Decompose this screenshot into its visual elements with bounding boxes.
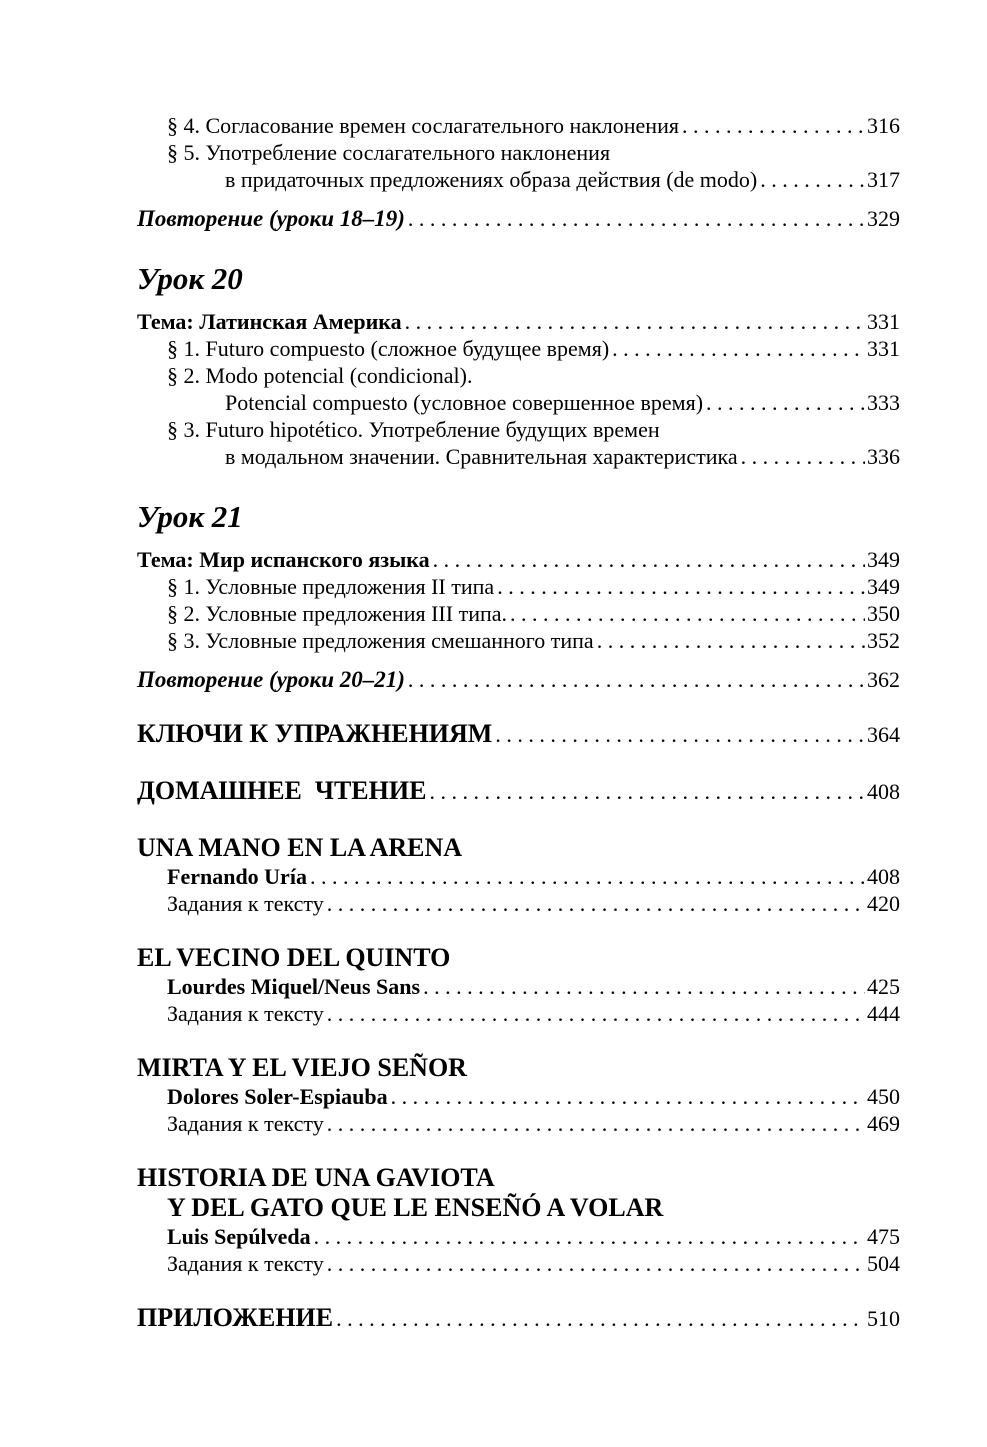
toc-entry xyxy=(137,205,900,232)
toc-entry-label: § 3. Условные предложения смешанного типа xyxy=(167,628,594,653)
dot-leader xyxy=(391,1083,865,1110)
toc-entry-page-number: 362 xyxy=(867,667,900,692)
toc-entry-page-number: 425 xyxy=(867,974,900,999)
toc-entry-label: HISTORIA DE UNA GAVIOTA xyxy=(137,1163,495,1192)
dot-leader xyxy=(706,389,865,416)
toc-entry-page-number: 444 xyxy=(867,1001,900,1026)
toc-entry-label: Задания к тексту xyxy=(167,1251,324,1276)
toc-entry xyxy=(137,600,900,627)
toc-entry xyxy=(137,1163,900,1193)
toc-entry-page-number: 450 xyxy=(867,1084,900,1109)
toc-entry-label: § 2. Условные предложения III типа. xyxy=(167,601,508,626)
toc-entry-label: Тема: Латинская Америка xyxy=(137,309,402,334)
dot-leader xyxy=(314,1223,865,1250)
toc-entry-label: § 5. Употребление сослагательного наклонения xyxy=(167,140,611,165)
toc-entry-page-number: 408 xyxy=(867,864,900,889)
table-of-contents xyxy=(137,112,900,1334)
dot-leader xyxy=(597,627,865,654)
toc-entry-page-number: 316 xyxy=(867,113,900,138)
toc-entry-label: Potencial compuesto (условное совершенное время) xyxy=(225,390,704,415)
toc-entry xyxy=(137,1083,900,1110)
toc-entry-label: Fernando Uría xyxy=(167,864,307,889)
toc-entry xyxy=(137,719,900,750)
toc-entry xyxy=(137,1303,900,1334)
dot-leader xyxy=(310,863,865,890)
toc-entry-page-number: 349 xyxy=(867,547,900,572)
toc-entry-page-number: 408 xyxy=(867,779,900,804)
toc-entry xyxy=(137,890,900,917)
toc-entry-page-number: 336 xyxy=(867,444,900,469)
dot-leader xyxy=(327,890,865,917)
toc-entry-label: в модальном значении. Сравнительная характеристика xyxy=(225,444,738,469)
toc-entry-page-number: 333 xyxy=(867,390,900,415)
dot-leader xyxy=(429,777,865,807)
toc-entry xyxy=(137,500,900,534)
toc-entry-page-number: 331 xyxy=(867,309,900,334)
toc-entry-label: UNA MANO EN LA ARENA xyxy=(137,833,463,862)
toc-entry xyxy=(137,943,900,973)
toc-entry-label: ПРИЛОЖЕНИЕ xyxy=(137,1303,334,1332)
toc-entry-label: Урок 20 xyxy=(137,261,243,296)
toc-entry-label: Повторение (уроки 20–21) xyxy=(137,667,405,692)
toc-entry-page-number: 504 xyxy=(867,1251,900,1276)
toc-entry-label: Урок 21 xyxy=(137,499,243,534)
toc-entry xyxy=(137,166,900,193)
toc-entry xyxy=(137,833,900,863)
toc-entry xyxy=(137,1053,900,1083)
dot-leader xyxy=(510,600,865,627)
toc-entry xyxy=(137,335,900,362)
toc-entry-page-number: 510 xyxy=(867,1306,900,1331)
toc-entry xyxy=(137,546,900,573)
toc-entry xyxy=(137,1000,900,1027)
dot-leader xyxy=(612,335,865,362)
toc-entry-label: Lourdes Miquel/Neus Sans xyxy=(167,974,421,999)
dot-leader xyxy=(408,205,865,232)
toc-entry-label: MIRTA Y EL VIEJO SEÑOR xyxy=(137,1053,467,1082)
toc-entry xyxy=(137,112,900,139)
toc-entry xyxy=(137,666,900,693)
toc-entry xyxy=(137,416,900,443)
dot-leader xyxy=(327,1110,865,1137)
toc-entry-page-number: 331 xyxy=(867,336,900,361)
dot-leader xyxy=(433,546,865,573)
toc-entry-label: Тема: Мир испанского языка xyxy=(137,547,430,572)
toc-entry-label: § 4. Согласование времен сослагательного наклонения xyxy=(167,113,679,138)
toc-entry xyxy=(137,443,900,470)
dot-leader xyxy=(336,1304,865,1334)
toc-entry xyxy=(137,308,900,335)
toc-entry-label: Задания к тексту xyxy=(167,1001,324,1026)
dot-leader xyxy=(423,973,865,1000)
toc-entry-label: § 2. Modo potencial (condicional). xyxy=(167,363,473,388)
toc-entry-label: Y DEL GATO QUE LE ENSEÑÓ A VOLAR xyxy=(167,1193,664,1222)
toc-entry xyxy=(137,1223,900,1250)
toc-entry-label: EL VECINO DEL QUINTO xyxy=(137,943,451,972)
toc-entry-label: § 3. Futuro hipotético. Употребление будущих времен xyxy=(167,417,660,442)
toc-entry-label: § 1. Futuro compuesto (сложное будущее время) xyxy=(167,336,610,361)
toc-entry-label: Luis Sepúlveda xyxy=(167,1224,311,1249)
toc-entry-page-number: 329 xyxy=(867,206,900,231)
toc-entry xyxy=(137,776,900,807)
toc-entry xyxy=(137,973,900,1000)
toc-entry xyxy=(137,389,900,416)
toc-entry-label: Задания к тексту xyxy=(167,1111,324,1136)
dot-leader xyxy=(327,1250,865,1277)
toc-entry-label: ДОМАШНЕЕ ЧТЕНИЕ xyxy=(137,776,427,805)
toc-entry xyxy=(137,139,900,166)
toc-entry-label: Dolores Soler-Espiauba xyxy=(167,1084,388,1109)
toc-entry-page-number: 420 xyxy=(867,891,900,916)
dot-leader xyxy=(405,308,865,335)
toc-entry xyxy=(137,1193,900,1223)
dot-leader xyxy=(497,573,865,600)
toc-entry-page-number: 469 xyxy=(867,1111,900,1136)
dot-leader xyxy=(760,166,865,193)
dot-leader xyxy=(741,443,865,470)
dot-leader xyxy=(682,112,865,139)
toc-entry xyxy=(137,1110,900,1137)
toc-entry-label: Повторение (уроки 18–19) xyxy=(137,206,405,231)
toc-entry xyxy=(137,362,900,389)
toc-entry-page-number: 317 xyxy=(867,167,900,192)
toc-entry-label: Задания к тексту xyxy=(167,891,324,916)
toc-entry xyxy=(137,573,900,600)
dot-leader xyxy=(327,1000,865,1027)
dot-leader xyxy=(408,666,865,693)
toc-entry xyxy=(137,627,900,654)
toc-entry-page-number: 352 xyxy=(867,628,900,653)
toc-entry-label: § 1. Условные предложения II типа xyxy=(167,574,495,599)
toc-entry-label: КЛЮЧИ К УПРАЖНЕНИЯМ xyxy=(137,719,493,748)
toc-entry-page-number: 350 xyxy=(867,601,900,626)
toc-entry xyxy=(137,863,900,890)
dot-leader xyxy=(495,720,865,750)
toc-entry-page-number: 364 xyxy=(867,722,900,747)
toc-entry xyxy=(137,262,900,296)
toc-entry-label: в придаточных предложениях образа действия (de modo) xyxy=(225,167,758,192)
toc-entry xyxy=(137,1250,900,1277)
toc-entry-page-number: 349 xyxy=(867,574,900,599)
toc-entry-page-number: 475 xyxy=(867,1224,900,1249)
